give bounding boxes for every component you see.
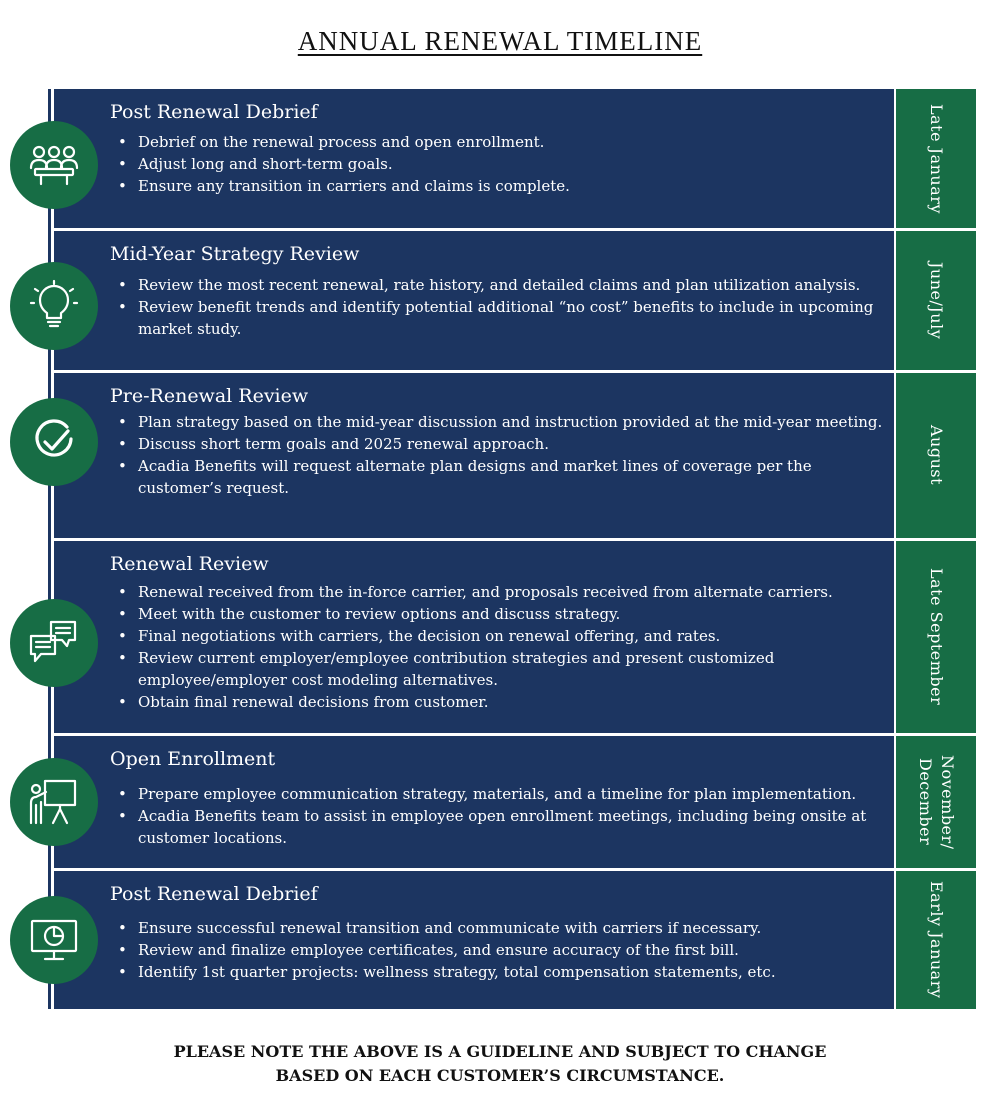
bullet-list xyxy=(116,131,888,197)
bullet-item: • Plan strategy based on the mid-year discussion and instruction provided at the mid-year meeting. xyxy=(116,411,888,433)
bullet-item: • Discuss short term goals and 2025 renewal approach. xyxy=(116,433,888,455)
bullet-item: • Renewal received from the in-force carrier, and proposals received from alternate carriers. xyxy=(116,581,888,603)
section-title: Open Enrollment xyxy=(110,748,276,770)
bullet-item: • Identify 1st quarter projects: wellness strategy, total compensation statements, etc. xyxy=(116,961,888,983)
timeline-section-post-renewal-debrief xyxy=(54,89,976,228)
meeting-icon xyxy=(10,121,98,209)
section-panel xyxy=(54,541,894,733)
date-cell xyxy=(896,231,976,370)
section-panel xyxy=(54,871,894,1009)
bullet-list xyxy=(116,783,888,849)
timeline-section-renewal-review xyxy=(54,541,976,733)
bullet-list xyxy=(116,917,888,983)
date-cell xyxy=(896,89,976,228)
section-panel xyxy=(54,373,894,538)
section-title: Post Renewal Debrief xyxy=(110,101,318,123)
monitor-pie-chart-icon xyxy=(10,896,98,984)
bullet-list xyxy=(116,581,888,713)
timeline-section-post-renewal-debrief-january xyxy=(54,871,976,1009)
bullet-item: • Meet with the customer to review options and discuss strategy. xyxy=(116,603,888,625)
bullet-item: • Ensure any transition in carriers and claims is complete. xyxy=(116,175,888,197)
date-cell xyxy=(896,373,976,538)
bullet-item: • Debrief on the renewal process and open enrollment. xyxy=(116,131,888,153)
page-title: ANNUAL RENEWAL TIMELINE xyxy=(297,26,703,56)
presenter-board-icon xyxy=(10,758,98,846)
date-label: Late September xyxy=(927,568,946,706)
date-cell xyxy=(896,541,976,733)
bullet-item: • Acadia Benefits team to assist in employee open enrollment meetings, including being onsite at customer locations. xyxy=(116,805,888,849)
bullet-item: • Adjust long and short-term goals. xyxy=(116,153,888,175)
section-panel xyxy=(54,736,894,868)
date-label: Late January xyxy=(927,103,946,214)
date-label: Early January xyxy=(927,881,946,999)
checkmark-circle-icon xyxy=(10,398,98,486)
timeline-section-pre-renewal-review xyxy=(54,373,976,538)
bullet-item: • Obtain final renewal decisions from customer. xyxy=(116,691,888,713)
section-title: Renewal Review xyxy=(110,553,269,575)
bullet-item: • Ensure successful renewal transition and communicate with carriers if necessary. xyxy=(116,917,888,939)
section-panel xyxy=(54,231,894,370)
chat-bubbles-icon xyxy=(10,599,98,687)
bullet-item: • Review current employer/employee contribution strategies and present customized employee/employer cost modeling alternatives. xyxy=(116,647,888,691)
bullet-item: • Prepare employee communication strategy, materials, and a timeline for plan implementation. xyxy=(116,783,888,805)
date-label: November/ December xyxy=(916,754,957,850)
bullet-item: • Review and finalize employee certificates, and ensure accuracy of the first bill. xyxy=(116,939,888,961)
bullet-item: • Acadia Benefits will request alternate plan designs and market lines of coverage per the customer’s request. xyxy=(116,455,888,499)
timeline-section-open-enrollment xyxy=(54,736,976,868)
section-title: Mid-Year Strategy Review xyxy=(110,243,360,265)
timeline-rule xyxy=(48,89,51,1009)
section-panel xyxy=(54,89,894,228)
date-label: August xyxy=(927,425,946,486)
timeline-section-mid-year-strategy-review xyxy=(54,231,976,370)
bullet-list xyxy=(116,274,888,340)
disclaimer-note: PLEASE NOTE THE ABOVE IS A GUIDELINE AND SUBJECT TO CHANGE BASED ON EACH CUSTOMER’S CIRCUMSTANCE. xyxy=(173,1042,827,1085)
bullet-item: • Final negotiations with carriers, the decision on renewal offering, and rates. xyxy=(116,625,888,647)
bullet-item: • Review benefit trends and identify potential additional “no cost” benefits to include in upcoming market study. xyxy=(116,296,888,340)
date-cell xyxy=(896,736,976,868)
bullet-item: • Review the most recent renewal, rate history, and detailed claims and plan utilization analysis. xyxy=(116,274,888,296)
date-label: June/July xyxy=(927,261,946,340)
section-title: Post Renewal Debrief xyxy=(110,883,318,905)
bullet-list xyxy=(116,411,888,499)
date-cell xyxy=(896,871,976,1009)
lightbulb-icon xyxy=(10,262,98,350)
section-title: Pre-Renewal Review xyxy=(110,385,309,407)
